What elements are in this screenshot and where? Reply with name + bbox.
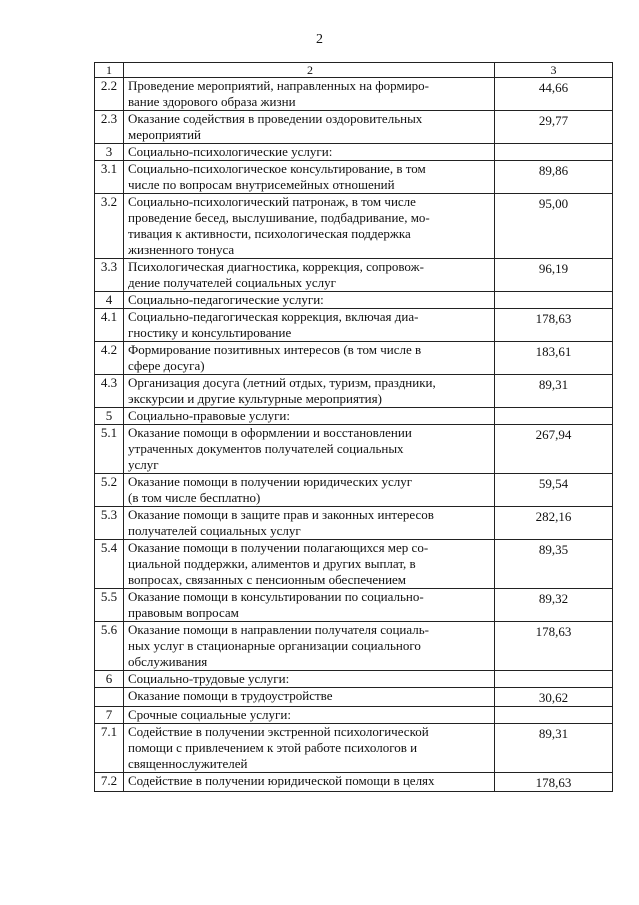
row-value-cell	[495, 425, 613, 474]
description-line: Психологическая диагностика, коррекция, сопровож-	[128, 259, 424, 274]
row-value: 178,63	[535, 311, 572, 326]
description-line: циальной поддержки, алиментов и других выплат, в	[128, 556, 416, 571]
description-line: Формирование позитивных интересов (в том числе в	[128, 342, 422, 357]
description-line: Социально-педагогическая коррекция, включая диа-	[128, 309, 419, 324]
row-number: 5.4	[95, 540, 124, 589]
description-line: обслуживания	[128, 654, 208, 669]
services-table	[94, 62, 613, 792]
row-number: 4.2	[95, 342, 124, 375]
row-description	[124, 375, 495, 408]
row-value-cell	[495, 342, 613, 375]
table-row	[95, 671, 613, 688]
row-value-cell	[495, 671, 613, 688]
description-line: дение получателей социальных услуг	[128, 275, 336, 290]
row-value: 59,54	[538, 476, 569, 491]
row-description	[124, 622, 495, 671]
row-value-cell	[495, 724, 613, 773]
table-row	[95, 773, 613, 792]
row-value-cell	[495, 773, 613, 792]
table-row	[95, 144, 613, 161]
row-number: 3.2	[95, 194, 124, 259]
row-value-cell	[495, 688, 613, 707]
row-value: 178,63	[535, 624, 572, 639]
row-value-cell	[495, 474, 613, 507]
header-col-1: 1	[95, 63, 124, 78]
description-line: утраченных документов получателей социальных	[128, 441, 404, 456]
description-line: Содействие в получении юридической помощи в целях	[128, 773, 435, 788]
description-line: получателей социальных услуг	[128, 523, 301, 538]
row-number: 5	[95, 408, 124, 425]
table-row	[95, 622, 613, 671]
row-number: 3.3	[95, 259, 124, 292]
table-row	[95, 309, 613, 342]
description-line: Содействие в получении экстренной психологической	[128, 724, 429, 739]
description-line: священнослужителей	[128, 756, 248, 771]
row-number: 5.3	[95, 507, 124, 540]
row-description	[124, 540, 495, 589]
description-line: Оказание помощи в оформлении и восстановлении	[128, 425, 412, 440]
description-line: помощи с привлечением к этой работе психологов и	[128, 740, 418, 755]
row-value: 282,16	[535, 509, 572, 524]
row-description	[124, 589, 495, 622]
description-line: Оказание помощи в получении юридических услуг	[128, 474, 413, 489]
row-description	[124, 342, 495, 375]
row-number	[95, 688, 124, 707]
row-value: 267,94	[535, 427, 572, 442]
row-value-cell	[495, 111, 613, 144]
row-value: 89,31	[538, 726, 569, 741]
row-value: 95,00	[538, 196, 569, 211]
row-value: 29,77	[538, 113, 569, 128]
row-description	[124, 161, 495, 194]
row-value-cell	[495, 707, 613, 724]
row-value-cell	[495, 292, 613, 309]
table-row	[95, 540, 613, 589]
row-description	[124, 111, 495, 144]
row-description	[124, 724, 495, 773]
table-row	[95, 111, 613, 144]
table-row	[95, 425, 613, 474]
row-value: 89,31	[538, 377, 569, 392]
row-value-cell	[495, 507, 613, 540]
row-value-cell	[495, 540, 613, 589]
description-line: экскурсии и другие культурные мероприятия)	[128, 391, 382, 406]
description-line: Срочные социальные услуги:	[128, 707, 291, 722]
description-line: Оказание помощи в консультировании по социально-	[128, 589, 424, 604]
row-description	[124, 194, 495, 259]
row-value-cell	[495, 309, 613, 342]
row-description	[124, 144, 495, 161]
row-number: 5.1	[95, 425, 124, 474]
row-number: 5.5	[95, 589, 124, 622]
description-line: Социально-правовые услуги:	[128, 408, 290, 423]
table-row	[95, 474, 613, 507]
row-description	[124, 507, 495, 540]
row-description	[124, 707, 495, 724]
description-line: числе по вопросам внутрисемейных отношений	[128, 177, 395, 192]
row-value: 89,32	[538, 591, 569, 606]
row-value-cell	[495, 375, 613, 408]
description-line: проведение бесед, выслушивание, подбадривание, мо-	[128, 210, 430, 225]
description-line: мероприятий	[128, 127, 201, 142]
description-line: сфере досуга)	[128, 358, 205, 373]
row-number: 6	[95, 671, 124, 688]
row-value-cell	[495, 622, 613, 671]
row-number: 3	[95, 144, 124, 161]
description-line: гностику и консультирование	[128, 325, 292, 340]
description-line: Оказание помощи в получении полагающихся мер со-	[128, 540, 429, 555]
description-line: Социально-педагогические услуги:	[128, 292, 324, 307]
description-line: Оказание помощи в защите прав и законных интересов	[128, 507, 434, 522]
row-value: 89,86	[538, 163, 569, 178]
row-number: 2.3	[95, 111, 124, 144]
description-line: Социально-трудовые услуги:	[128, 671, 290, 686]
row-description	[124, 688, 495, 707]
table-row	[95, 259, 613, 292]
table-row	[95, 707, 613, 724]
description-line: Проведение мероприятий, направленных на формиро-	[128, 78, 429, 93]
row-number: 4.3	[95, 375, 124, 408]
table-row	[95, 342, 613, 375]
table-row	[95, 375, 613, 408]
table-row	[95, 724, 613, 773]
row-description	[124, 425, 495, 474]
row-number: 4	[95, 292, 124, 309]
row-description	[124, 474, 495, 507]
table-row	[95, 194, 613, 259]
table-header-row	[95, 63, 613, 78]
table-row	[95, 292, 613, 309]
description-line: Социально-психологические услуги:	[128, 144, 333, 159]
description-line: вопросах, связанных с пенсионным обеспечением	[128, 572, 407, 587]
row-value-cell	[495, 259, 613, 292]
header-col-3: 3	[495, 63, 613, 78]
table-row	[95, 589, 613, 622]
row-number: 5.2	[95, 474, 124, 507]
description-line: услуг	[128, 457, 159, 472]
row-description	[124, 773, 495, 792]
table-row	[95, 161, 613, 194]
row-description	[124, 292, 495, 309]
row-value: 178,63	[535, 775, 572, 790]
row-description	[124, 259, 495, 292]
description-line: (в том числе бесплатно)	[128, 490, 261, 505]
row-number: 7	[95, 707, 124, 724]
description-line: Оказание помощи в направлении получателя социаль-	[128, 622, 430, 637]
description-line: тивация к активности, психологическая поддержка	[128, 226, 411, 241]
description-line: ных услуг в стационарные организации социального	[128, 638, 421, 653]
row-value: 89,35	[538, 542, 569, 557]
row-value-cell	[495, 78, 613, 111]
row-description	[124, 408, 495, 425]
row-value-cell	[495, 194, 613, 259]
row-value: 30,62	[538, 690, 569, 705]
row-value: 44,66	[538, 80, 569, 95]
description-line: жизненного тонуса	[128, 242, 235, 257]
table-row	[95, 78, 613, 111]
description-line: Социально-психологическое консультирование, в том	[128, 161, 426, 176]
row-value: 96,19	[538, 261, 569, 276]
row-value-cell	[495, 589, 613, 622]
row-number: 7.1	[95, 724, 124, 773]
table-row	[95, 688, 613, 707]
description-line: Организация досуга (летний отдых, туризм, праздники,	[128, 375, 436, 390]
row-number: 7.2	[95, 773, 124, 792]
row-value-cell	[495, 161, 613, 194]
description-line: Оказание содействия в проведении оздоровительных	[128, 111, 423, 126]
description-line: Социально-психологический патронаж, в том числе	[128, 194, 416, 209]
row-number: 5.6	[95, 622, 124, 671]
description-line: Оказание помощи в трудоустройстве	[128, 688, 333, 703]
table-row	[95, 408, 613, 425]
row-number: 3.1	[95, 161, 124, 194]
row-description	[124, 309, 495, 342]
row-number: 2.2	[95, 78, 124, 111]
page-number: 2	[316, 32, 323, 47]
description-line: правовым вопросам	[128, 605, 239, 620]
header-col-2: 2	[124, 63, 495, 78]
description-line: вание здорового образа жизни	[128, 94, 296, 109]
row-number: 4.1	[95, 309, 124, 342]
row-description	[124, 671, 495, 688]
row-description	[124, 78, 495, 111]
table-row	[95, 507, 613, 540]
row-value-cell	[495, 144, 613, 161]
row-value-cell	[495, 408, 613, 425]
row-value: 183,61	[535, 344, 572, 359]
